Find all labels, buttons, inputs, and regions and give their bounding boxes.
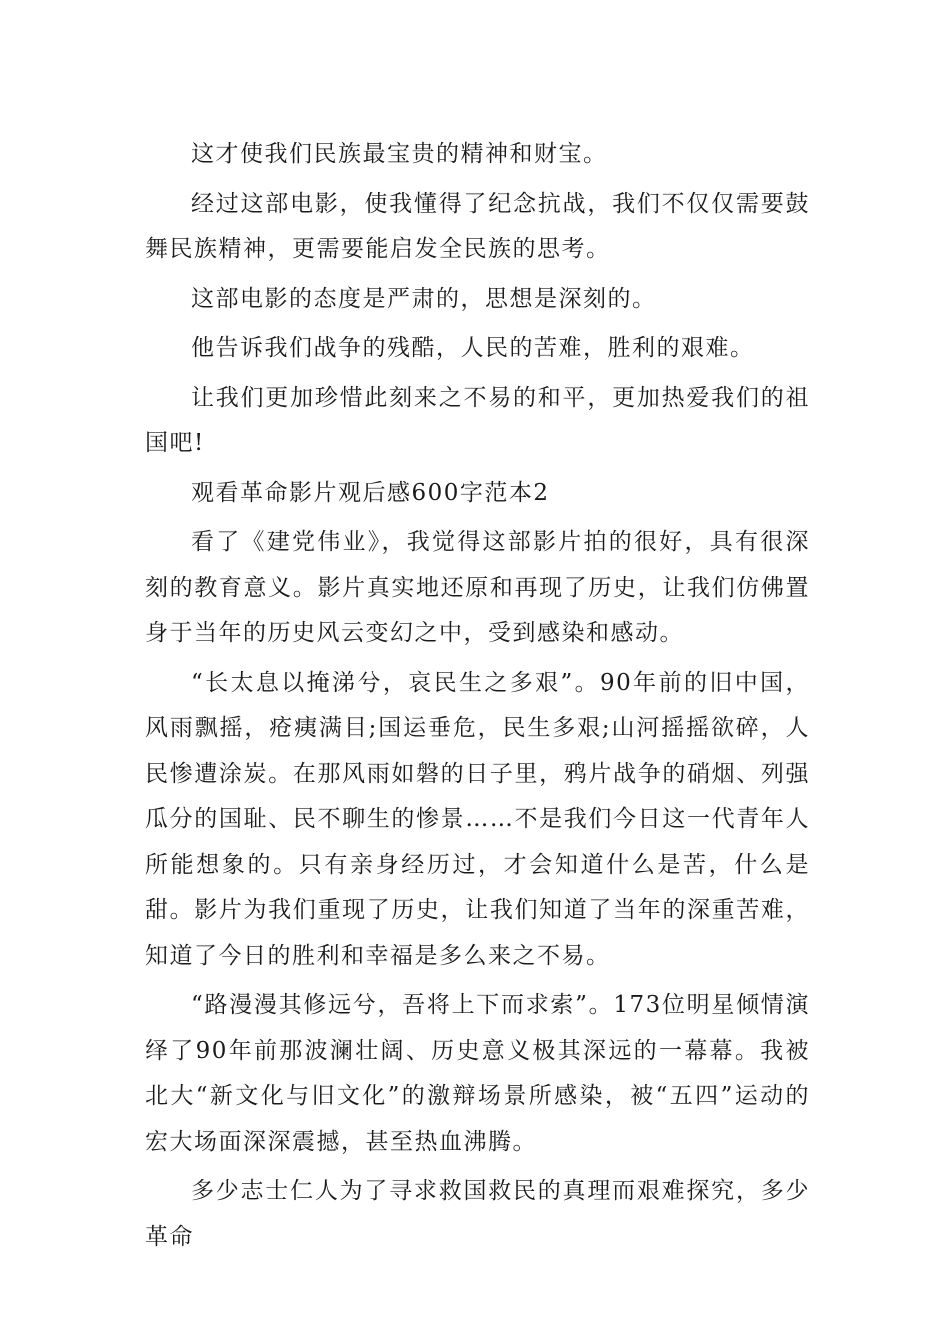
paragraph: 这才使我们民族最宝贵的精神和财宝。: [191, 141, 608, 167]
paragraph: 经过这部电影，使我懂得了纪念抗战，我们不仅仅需要鼓舞民族精神，更需要能启发全民族的思考。: [145, 190, 810, 262]
section-heading: 观看革命影片观后感600字范本2: [191, 479, 550, 506]
paragraph: 多少志士仁人为了寻求救国救民的真理而艰难探究，多少革命: [145, 1178, 810, 1250]
paragraph: 这部电影的态度是严肃的，思想是深刻的。: [191, 285, 657, 312]
paragraph: 让我们更加珍惜此刻来之不易的和平，更加热爱我们的祖国吧!: [145, 384, 810, 456]
paragraph: 看了《建党伟业》，我觉得这部影片拍的很好，具有很深刻的教育意义。影片真实地还原和再现了历史，让我们仿佛置身于当年的历史风云变幻之中，受到感染和感动。: [145, 529, 810, 646]
paragraph: “路漫漫其修远兮，吾将上下而求索”。173位明星倾情演绎了90年前那波澜壮阔、历史意义极其深远的一幕幕。我被北大“新文化与旧文化”的激辩场景所感染，被“五四”运动的宏大场面深深震撼，甚至热血沸腾。: [145, 992, 810, 1155]
paragraph: “长太息以掩涕兮，哀民生之多艰”。90年前的旧中国，风雨飘摇，疮痍满目;国运垂危，民生多艰;山河摇摇欲碎，人民惨遭涂炭。在那风雨如磐的日子里，鸦片战争的硝烟、列强瓜分的国耻、民不聊生的惨景……不是我们今日这一代青年人所能想象的。只有亲身经历过，才会知道什么是苦，什么是甜。影片为我们重现了历史，让我们知道了当年的深重苦难，知道了今日的胜利和幸福是多么来之不易。: [145, 669, 810, 969]
paragraph: 他告诉我们战争的残酷，人民的苦难，胜利的艰难。: [191, 335, 755, 361]
document-body: [145, 132, 810, 1264]
